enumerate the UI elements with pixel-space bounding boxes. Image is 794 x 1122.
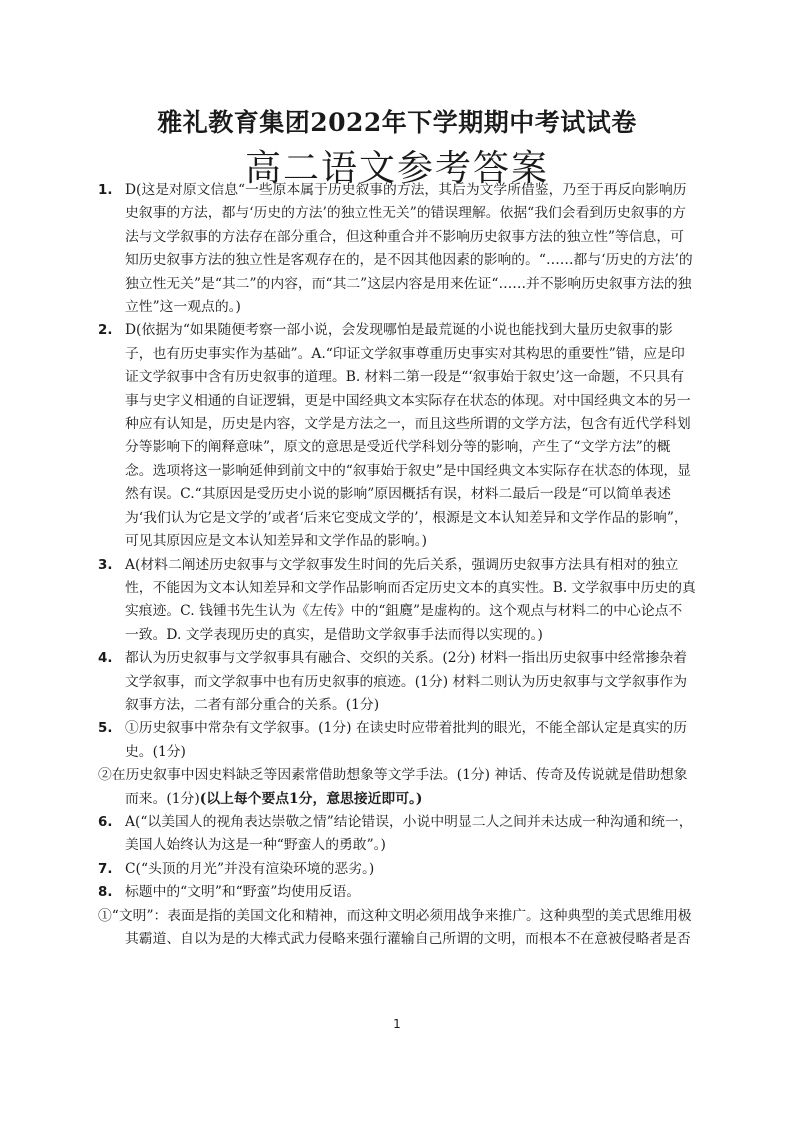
answer-text: D(依据为“如果随便考察一部小说，会发现哪怕是最荒诞的小说也能找到大量历史叙事的影子，也有历史事实作为基础”。A.“印证文学叙事尊重历史事实对其构思的重要性”错，应是印证文学叙事中含有历史叙事的道理。B. 材料二第一段是“‘叙事始于叙史’这一命题，不只具有事与史字义相通的自证逻辑，更是中国经典文本实际存在状态的体现。对中国经典文本的另一种应有认知是，历史是内容，文学是方法之一，而且这些所谓的文学方法，包含有近代学科划分等影响下的阐释意味”，原文的意思是受近代学科划分等的影响，产生了“文学方法”的概念。选项将这一影响延伸到前文中的“叙事始于叙史”是中国经典文本实际存在状态的体现，显然有误。C.“其原因是受历史小说的影响”原因概括有误，材料二最后一段是“可以简单表述为‘我们认为它是文学的’或者‘后来它变成文学的’，根源是文本认知差异和文学作品的影响”，可见其原因应是文本认知差异和文学作品的影响。)	[125, 322, 691, 550]
answer-text: C(“头顶的月光”并没有渲染环境的恶劣。)	[125, 860, 375, 877]
answer-key-title: 高二语文参考答案	[244, 148, 549, 189]
answer-number: 2.	[98, 323, 113, 339]
answer-text: 都认为历史叙事与文学叙事具有融合、交织的关系。(2分) 材料一指出历史叙事中经常掺杂着文学叙事，而文学叙事中也有历史叙事的痕迹。(1分) 材料二则认为历史叙事与文学叙事作为叙事方法，二者有部分重合的关系。(1分)	[125, 650, 688, 713]
answer-text: ①历史叙事中常杂有文学叙事。(1分) 在读史时应带着批判的眼光，不能全部认定是真实的历史。(1分)	[125, 720, 688, 760]
answers-body	[98, 179, 696, 951]
scoring-note: (以上每个要点1分，意思接近即可。)	[199, 790, 423, 807]
answer-number: 3.	[98, 557, 113, 573]
answer-number: 5.	[98, 721, 113, 737]
exam-title: 雅礼教育集团2022年下学期期中考试试卷	[157, 108, 637, 137]
answer-item-2	[98, 319, 696, 553]
answer-item-6	[98, 811, 696, 858]
answer-point-1	[98, 905, 696, 952]
answer-number: 6.	[98, 814, 113, 830]
answer-point-text: ①“文明”：表面是指的美国文化和精神，而这种文明必须用战争来推广。这种典型的美式思维用极其霸道、自以为是的大棒式武力侵略来强行灌输自己所谓的文明，而根本不在意被侵略者是否	[98, 907, 692, 947]
answer-number: 7.	[98, 861, 113, 877]
answer-item-4	[98, 647, 696, 717]
answer-text: A(材料二阐述历史叙事与文学叙事发生时间的先后关系，强调历史叙事方法具有相对的独立性，不能因为文本认知差异和文学作品影响而否定历史文本的真实性。B. 文学叙事中历史的真实痕迹。C. 钱锺书先生认为《左传》中的“鉏麑”是虚构的。这个观点与材料二的中心论点不一致。D. 文学表现历史的真实，是借助文学叙事手法而得以实现的。)	[125, 556, 696, 643]
answer-item-1	[98, 179, 696, 319]
answer-number: 8.	[98, 885, 113, 901]
answer-item-8	[98, 881, 696, 904]
answer-text: A(“以美国人的视角表达崇敬之情”结论错误，小说中明显二人之间并未达成一种沟通和统一，美国人始终认为这是一种“野蛮人的勇敢”。)	[125, 813, 693, 854]
answer-number: 1.	[98, 183, 113, 198]
answer-text: D(这是对原文信息“一些原本属于历史叙事的方法，其后为文学所借鉴，乃至于再反向影响历史叙事的方法，都与‘历史的方法’的独立性无关”的错误理解。依据“我们会看到历史叙事的方法与文学叙事的方法存在部分重合，但这种重合并不影响历史叙事方法的独立性”等信息，可知历史叙事方法的独立性是客观存在的，是不因其他因素的影响的。“……都与‘历史的方法’的独立性无关”是“其二”的内容，而“其二”这层内容是用来佐证“……并不影响历史叙事方法的独立性”这一观点的。)	[125, 182, 693, 316]
answer-point-2	[98, 764, 696, 811]
answer-item-3	[98, 554, 696, 648]
answer-item-5	[98, 717, 696, 764]
answer-point-text: ②在历史叙事中因史料缺乏等因素常借助想象等文学手法。(1分) 神话、传奇及传说就是借助想象而来。(1分)	[98, 767, 688, 807]
answer-text: 标题中的“文明”和“野蛮”均使用反语。	[125, 884, 361, 901]
answer-number: 4.	[98, 651, 113, 667]
answer-item-7	[98, 858, 696, 881]
page-number: 1	[393, 1017, 401, 1031]
